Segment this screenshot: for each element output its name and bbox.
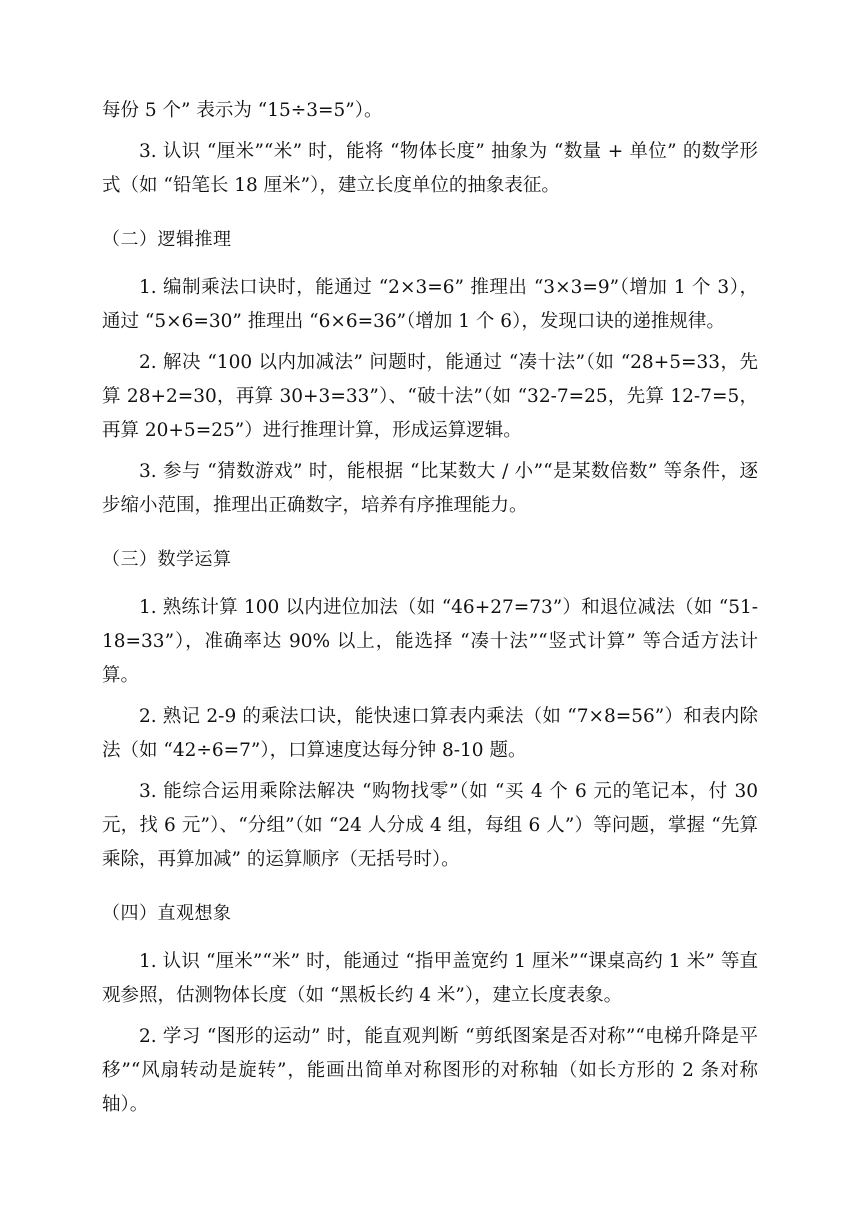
paragraph-operations-item-3: 3. 能综合运用乘除法解决 “购物找零”（如 “买 4 个 6 元的笔记本，付 30 元，找 6 元”）、“分组”（如 “24 人分成 4 组，每组 6 人”）等问题，掌握 “先算乘除，再算加减” 的运算顺序（无括号时）。 [102,781,758,870]
paragraph-abstraction-item-3: 3. 认识 “厘米”“米” 时，能将 “物体长度” 抽象为 “数量 + 单位” 的数学形式（如 “铅笔长 18 厘米”），建立长度单位的抽象表征。 [102,141,758,196]
paragraph-reasoning-item-2: 2. 解决 “100 以内加减法” 问题时，能通过 “凑十法”（如 “28+5=33，先算 28+2=30，再算 30+3=33”）、“破十法”（如 “32-7=25，先算 12-7=5，再算 20+5=25”）进行推理计算，形成运算逻辑。 [102,352,758,441]
paragraph-continuation: 每份 5 个” 表示为 “15÷3=5”）。 [102,100,383,121]
paragraph-reasoning-item-3: 3. 参与 “猜数游戏” 时，能根据 “比某数大 / 小”“是某数倍数” 等条件，逐步缩小范围，推理出正确数字，培养有序推理能力。 [102,461,758,516]
paragraph-reasoning-item-1: 1. 编制乘法口诀时，能通过 “2×3=6” 推理出 “3×3=9”（增加 1 个 3），通过 “5×6=30” 推理出 “6×6=36”（增加 1 个 6），发现口诀的递推规律。 [102,277,758,332]
paragraph-imagination-item-2: 2. 学习 “图形的运动” 时，能直观判断 “剪纸图案是否对称”“电梯升降是平移”“风扇转动是旋转”，能画出简单对称图形的对称轴（如长方形的 2 条对称轴）。 [102,1026,758,1115]
section-heading-visual-imagination: （四）直观想象 [102,903,232,924]
document-body [102,94,758,1122]
paragraph-operations-item-2: 2. 熟记 2-9 的乘法口诀，能快速口算表内乘法（如 “7×8=56”）和表内除法（如 “42÷6=7”），口算速度达每分钟 8-10 题。 [102,706,758,761]
paragraph-imagination-item-1: 1. 认识 “厘米”“米” 时，能通过 “指甲盖宽约 1 厘米”“课桌高约 1 米” 等直观参照，估测物体长度（如 “黑板长约 4 米”），建立长度表象。 [102,951,758,1006]
section-heading-math-operations: （三）数学运算 [102,549,232,570]
paragraph-operations-item-1: 1. 熟练计算 100 以内进位加法（如 “46+27=73”）和退位减法（如 “51-18=33”），准确率达 90% 以上，能选择 “凑十法”“竖式计算” 等合适方法计算。 [102,597,758,686]
section-heading-logical-reasoning: （二）逻辑推理 [102,229,232,250]
